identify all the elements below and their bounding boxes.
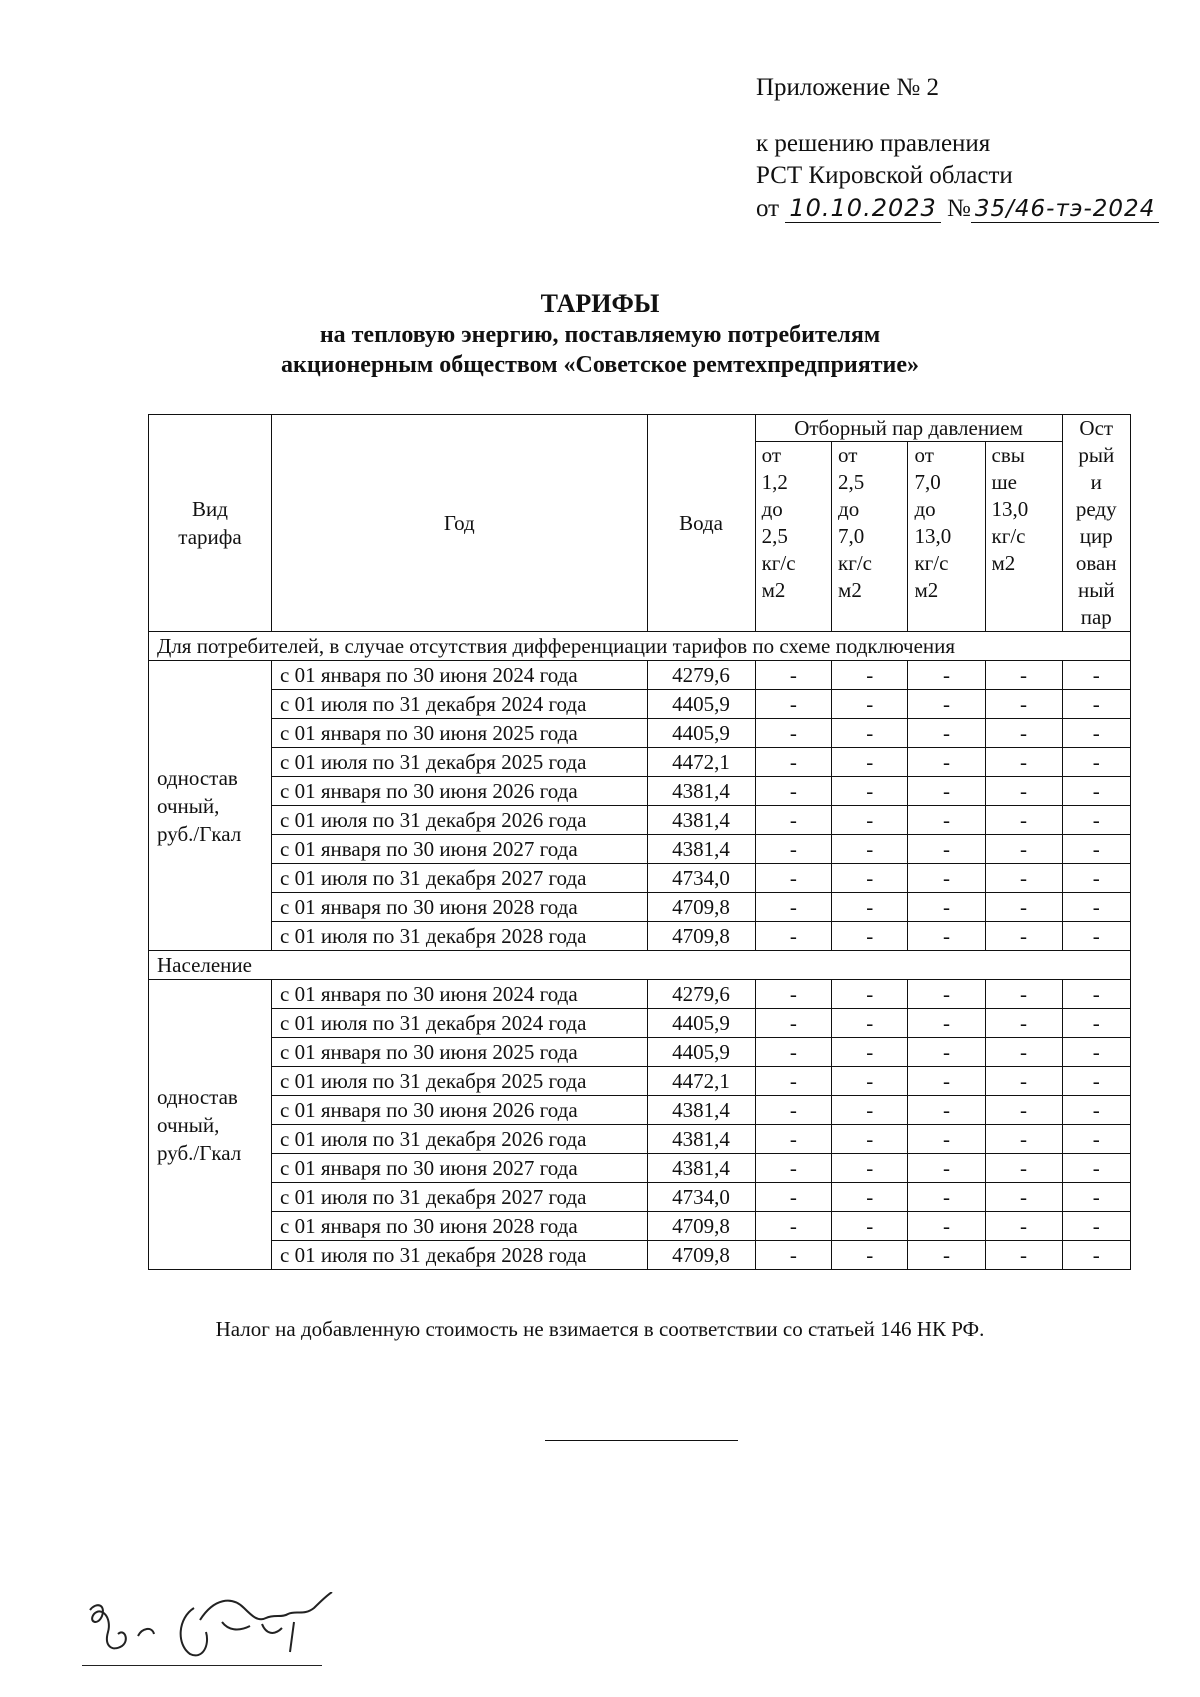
steam-value-cell: - [832,1125,908,1154]
steam-value-cell: - [1062,1067,1130,1096]
water-value-cell: 4381,4 [647,777,755,806]
table-row [149,1067,1131,1096]
steam-value-cell: - [1062,835,1130,864]
steam-value-cell: - [832,893,908,922]
period-cell: с 01 января по 30 июня 2025 года [272,719,647,748]
header-steam-group: Отборный пар давлением [755,415,1062,442]
steam-value-cell: - [832,1154,908,1183]
steam-value-cell: - [832,1067,908,1096]
tariff-table-header [149,415,1131,632]
steam-value-cell: - [832,719,908,748]
header-sharp-steam: Ост рый и реду цир ован ный пар [1062,415,1130,632]
steam-value-cell: - [832,661,908,690]
steam-value-cell: - [985,1154,1062,1183]
appendix-title: Приложение № 2 [756,74,940,101]
water-value-cell: 4709,8 [647,922,755,951]
table-row [149,864,1131,893]
water-value-cell: 4405,9 [647,719,755,748]
header-water: Вода [647,415,755,632]
section-row [149,951,1131,980]
document-subtitle-line-2: акционерным обществом «Советское ремтехпредприятие» [280,352,920,378]
period-cell: с 01 июля по 31 декабря 2028 года [272,922,647,951]
steam-value-cell: - [755,864,831,893]
period-cell: с 01 июля по 31 декабря 2026 года [272,806,647,835]
steam-value-cell: - [908,719,985,748]
steam-value-cell: - [908,690,985,719]
period-cell: с 01 января по 30 июня 2028 года [272,1212,647,1241]
steam-value-cell: - [755,777,831,806]
header-year: Год [272,415,647,632]
table-row [149,922,1131,951]
steam-value-cell: - [1062,1038,1130,1067]
steam-value-cell: - [832,806,908,835]
steam-value-cell: - [985,1067,1062,1096]
steam-value-cell: - [755,1183,831,1212]
tariff-kind-cell: одностав очный, руб./Гкал [149,980,272,1270]
tariff-table-body [149,632,1131,1270]
table-row [149,1183,1131,1212]
steam-value-cell: - [832,1038,908,1067]
steam-value-cell: - [832,1183,908,1212]
water-value-cell: 4381,4 [647,806,755,835]
period-cell: с 01 января по 30 июня 2025 года [272,1038,647,1067]
table-row [149,777,1131,806]
water-value-cell: 4279,6 [647,980,755,1009]
period-cell: с 01 июля по 31 декабря 2025 года [272,748,647,777]
period-cell: с 01 января по 30 июня 2026 года [272,1096,647,1125]
water-value-cell: 4381,4 [647,835,755,864]
section-title: Население [149,951,1131,980]
number-prefix: № [947,195,971,222]
steam-value-cell: - [985,806,1062,835]
water-value-cell: 4709,8 [647,1241,755,1270]
steam-value-cell: - [908,980,985,1009]
table-row [149,1154,1131,1183]
steam-value-cell: - [755,893,831,922]
water-value-cell: 4709,8 [647,893,755,922]
steam-value-cell: - [1062,1212,1130,1241]
period-cell: с 01 января по 30 июня 2026 года [272,777,647,806]
steam-value-cell: - [755,922,831,951]
steam-value-cell: - [908,1241,985,1270]
steam-value-cell: - [985,719,1062,748]
table-row [149,1212,1131,1241]
steam-value-cell: - [908,893,985,922]
tariff-table [148,414,1131,1270]
steam-value-cell: - [985,1183,1062,1212]
steam-value-cell: - [1062,719,1130,748]
steam-value-cell: - [908,922,985,951]
steam-value-cell: - [985,864,1062,893]
steam-value-cell: - [1062,893,1130,922]
period-cell: с 01 июля по 31 декабря 2028 года [272,1241,647,1270]
steam-value-cell: - [985,690,1062,719]
steam-value-cell: - [1062,806,1130,835]
steam-value-cell: - [832,835,908,864]
steam-value-cell: - [908,1212,985,1241]
table-row [149,893,1131,922]
appendix-date-number-line [756,192,1159,225]
steam-value-cell: - [1062,980,1130,1009]
handwritten-signature [82,1592,342,1666]
water-value-cell: 4472,1 [647,748,755,777]
steam-value-cell: - [985,1038,1062,1067]
steam-value-cell: - [908,864,985,893]
steam-value-cell: - [755,661,831,690]
steam-value-cell: - [755,1067,831,1096]
steam-value-cell: - [908,1183,985,1212]
period-cell: с 01 июля по 31 декабря 2026 года [272,1125,647,1154]
steam-value-cell: - [755,719,831,748]
steam-value-cell: - [755,1212,831,1241]
steam-value-cell: - [1062,1125,1130,1154]
steam-value-cell: - [832,777,908,806]
section-row [149,632,1131,661]
steam-value-cell: - [1062,1241,1130,1270]
table-row [149,690,1131,719]
table-row [149,1096,1131,1125]
appendix-decision-line: к решению правления [756,130,991,157]
water-value-cell: 4405,9 [647,690,755,719]
handwritten-date: 10.10.2023 [785,194,940,223]
water-value-cell: 4405,9 [647,1009,755,1038]
header-kind: Вид тарифа [149,415,272,632]
table-row [149,1125,1131,1154]
steam-value-cell: - [985,1009,1062,1038]
date-prefix: от [756,195,780,222]
steam-value-cell: - [985,1096,1062,1125]
water-value-cell: 4734,0 [647,1183,755,1212]
steam-value-cell: - [832,1241,908,1270]
steam-value-cell: - [1062,777,1130,806]
header-steam-col-4: свы ше 13,0 кг/с м2 [985,442,1062,632]
steam-value-cell: - [1062,922,1130,951]
tariff-kind-cell: одностав очный, руб./Гкал [149,661,272,951]
steam-value-cell: - [1062,690,1130,719]
steam-value-cell: - [908,1009,985,1038]
steam-value-cell: - [755,690,831,719]
document-heading [0,288,1200,380]
steam-value-cell: - [908,1038,985,1067]
steam-value-cell: - [832,922,908,951]
steam-value-cell: - [832,748,908,777]
steam-value-cell: - [755,980,831,1009]
appendix-authority-line: РСТ Кировской области [756,162,1013,189]
steam-value-cell: - [755,1241,831,1270]
table-row [149,980,1131,1009]
steam-value-cell: - [832,1096,908,1125]
water-value-cell: 4734,0 [647,864,755,893]
appendix-block [756,72,1159,225]
steam-value-cell: - [985,980,1062,1009]
table-row [149,748,1131,777]
steam-value-cell: - [908,806,985,835]
steam-value-cell: - [908,1067,985,1096]
steam-value-cell: - [832,980,908,1009]
header-steam-col-2: от 2,5 до 7,0 кг/с м2 [832,442,908,632]
steam-value-cell: - [985,922,1062,951]
steam-value-cell: - [755,1038,831,1067]
period-cell: с 01 января по 30 июня 2027 года [272,1154,647,1183]
steam-value-cell: - [985,1241,1062,1270]
water-value-cell: 4381,4 [647,1154,755,1183]
steam-value-cell: - [985,1125,1062,1154]
steam-value-cell: - [908,835,985,864]
steam-value-cell: - [832,1009,908,1038]
steam-value-cell: - [908,748,985,777]
steam-value-cell: - [985,661,1062,690]
document-title: ТАРИФЫ [540,289,660,318]
table-row [149,806,1131,835]
period-cell: с 01 января по 30 июня 2028 года [272,893,647,922]
steam-value-cell: - [755,748,831,777]
steam-value-cell: - [908,777,985,806]
steam-value-cell: - [755,1096,831,1125]
steam-value-cell: - [1062,864,1130,893]
steam-value-cell: - [908,1125,985,1154]
period-cell: с 01 июля по 31 декабря 2027 года [272,1183,647,1212]
table-row [149,1009,1131,1038]
steam-value-cell: - [755,835,831,864]
steam-value-cell: - [755,806,831,835]
steam-value-cell: - [755,1009,831,1038]
steam-value-cell: - [908,1154,985,1183]
water-value-cell: 4279,6 [647,661,755,690]
steam-value-cell: - [1062,1154,1130,1183]
steam-value-cell: - [755,1154,831,1183]
steam-value-cell: - [985,893,1062,922]
vat-note: Налог на добавленную стоимость не взимается в соответствии со статьей 146 НК РФ. [215,1317,985,1341]
steam-value-cell: - [832,864,908,893]
steam-value-cell: - [985,835,1062,864]
table-row [149,1038,1131,1067]
water-value-cell: 4381,4 [647,1125,755,1154]
section-title: Для потребителей, в случае отсутствия дифференциации тарифов по схеме подключения [149,632,1131,661]
water-value-cell: 4381,4 [647,1096,755,1125]
period-cell: с 01 января по 30 июня 2024 года [272,661,647,690]
header-steam-col-3: от 7,0 до 13,0 кг/с м2 [908,442,985,632]
table-row [149,719,1131,748]
signature-drawing [82,1592,342,1664]
steam-value-cell: - [832,690,908,719]
steam-value-cell: - [985,748,1062,777]
steam-value-cell: - [1062,1009,1130,1038]
steam-value-cell: - [1062,748,1130,777]
steam-value-cell: - [1062,661,1130,690]
table-row [149,661,1131,690]
period-cell: с 01 июля по 31 декабря 2027 года [272,864,647,893]
water-value-cell: 4709,8 [647,1212,755,1241]
table-row [149,835,1131,864]
header-steam-col-1: от 1,2 до 2,5 кг/с м2 [755,442,831,632]
steam-value-cell: - [908,1096,985,1125]
period-cell: с 01 января по 30 июня 2027 года [272,835,647,864]
steam-value-cell: - [985,777,1062,806]
steam-value-cell: - [1062,1183,1130,1212]
steam-value-cell: - [908,661,985,690]
water-value-cell: 4472,1 [647,1067,755,1096]
document-subtitle-line-1: на тепловую энергию, поставляемую потребителям [319,322,881,348]
steam-value-cell: - [1062,1096,1130,1125]
period-cell: с 01 июля по 31 декабря 2024 года [272,1009,647,1038]
steam-value-cell: - [832,1212,908,1241]
period-cell: с 01 июля по 31 декабря 2025 года [272,1067,647,1096]
period-cell: с 01 января по 30 июня 2024 года [272,980,647,1009]
period-cell: с 01 июля по 31 декабря 2024 года [272,690,647,719]
steam-value-cell: - [755,1125,831,1154]
end-divider [545,1440,738,1441]
water-value-cell: 4405,9 [647,1038,755,1067]
handwritten-number: 35/46-тэ-2024 [971,196,1159,223]
steam-value-cell: - [985,1212,1062,1241]
table-row [149,1241,1131,1270]
signature-underline [82,1665,322,1666]
